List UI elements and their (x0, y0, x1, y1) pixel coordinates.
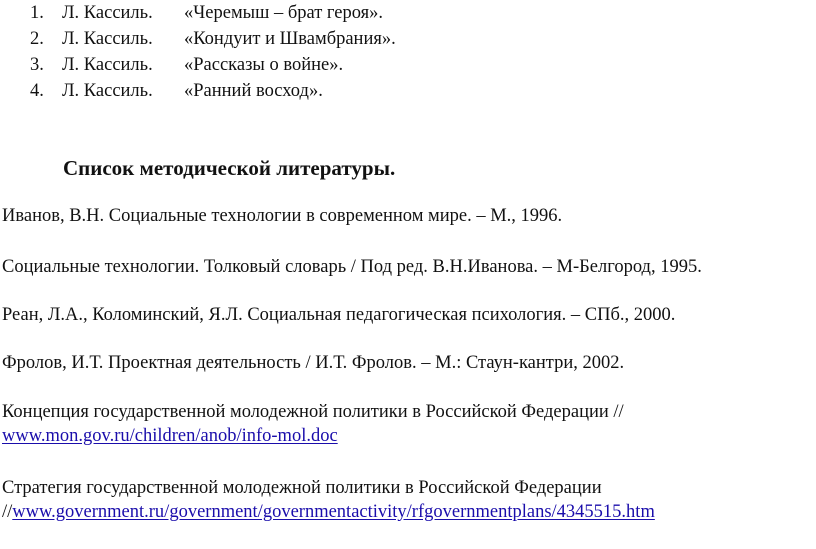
list-item (30, 52, 396, 78)
reference-item: Социальные технологии. Толковый словарь / Под ред. В.Н.Иванова. – М-Белгород, 1995. (2, 257, 702, 277)
list-number: 4. (30, 81, 44, 101)
book-title: «Рассказы о войне». (184, 55, 344, 75)
book-title: «Ранний восход». (184, 81, 323, 101)
reference-text: Стратегия государственной молодежной политики в Российской Федерации (2, 478, 602, 498)
book-title: «Кондуит и Швамбрания». (184, 29, 396, 49)
reference-text: Концепция государственной молодежной политики в Российской Федерации // (2, 402, 624, 422)
list-number: 1. (30, 3, 44, 23)
book-list (30, 0, 396, 104)
list-item (30, 0, 396, 26)
reference-item: Иванов, В.Н. Социальные технологии в современном мире. – М., 1996. (2, 206, 563, 226)
book-title: «Черемыш – брат героя». (184, 3, 384, 23)
link-prefix: // (2, 502, 13, 522)
book-author: Л. Кассиль. (62, 81, 153, 101)
reference-item (2, 476, 655, 524)
book-author: Л. Кассиль. (62, 55, 153, 75)
reference-item: Реан, Л.А., Коломинский, Я.Л. Социальная педагогическая психология. – СПб., 2000. (2, 305, 676, 325)
reference-link[interactable]: www.government.ru/government/governmentactivity/rfgovernmentplans/4345515.htm (12, 502, 655, 522)
section-heading: Список методической литературы. (63, 156, 396, 180)
book-author: Л. Кассиль. (62, 29, 153, 49)
reference-item (2, 400, 624, 448)
list-number: 2. (30, 29, 44, 49)
list-item (30, 26, 396, 52)
reference-link[interactable]: www.mon.gov.ru/children/anob/info-mol.doc (2, 426, 338, 446)
list-number: 3. (30, 55, 44, 75)
list-item (30, 78, 396, 104)
book-author: Л. Кассиль. (62, 3, 153, 23)
reference-item: Фролов, И.Т. Проектная деятельность / И.Т. Фролов. – М.: Стаун-кантри, 2002. (2, 353, 625, 373)
